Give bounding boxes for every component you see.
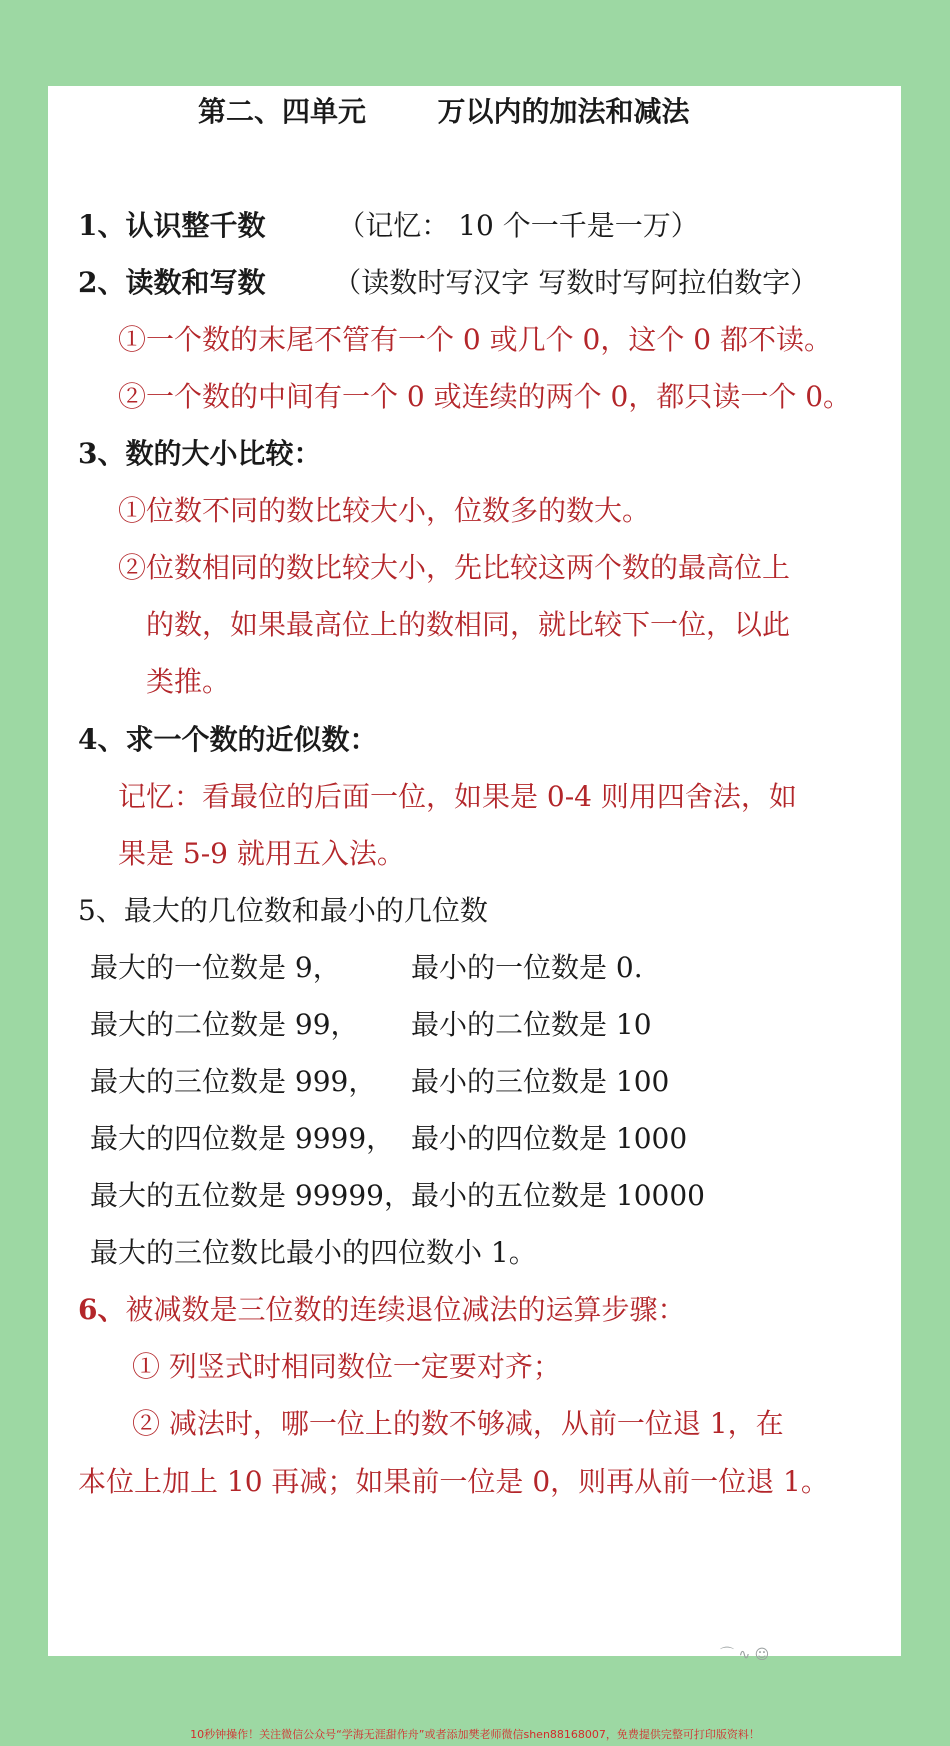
max-digit-row-5: 最大的五位数是 99999， (90, 1179, 412, 1212)
section-3-rule-2-line-2: 的数，如果最高位上的数相同，就比较下一位，以此 (146, 608, 791, 641)
section-3-rule-2-line-3: 类推。 (146, 665, 231, 698)
section-6-heading-text: 被减数是三位数的连续退位减法的运算步骤： (125, 1293, 686, 1326)
section-6-step-2-line-2: 本位上加上 10 再减；如果前一位是 0，则再从前一位退 1。 (78, 1465, 829, 1498)
section-2 (78, 263, 818, 303)
section-3-heading: 3、数的大小比较： (78, 437, 322, 470)
section-6-heading (78, 1290, 686, 1330)
min-digit-row-5: 最小的五位数是 10000 (411, 1179, 705, 1212)
max-digit-row-4: 最大的四位数是 9999， (90, 1122, 395, 1155)
max-digit-row-2: 最大的二位数是 99， (90, 1008, 359, 1041)
section-1 (78, 206, 699, 246)
section-3-rule-2-line-1: ②位数相同的数比较大小，先比较这两个数的最高位上 (118, 551, 791, 584)
document-page (48, 86, 901, 1656)
page-title (198, 92, 690, 132)
section-1-heading: 1、认识整千数 (78, 209, 266, 242)
section-4-line-1: 记忆：看最位的后面一位，如果是 0-4 则用四舍法，如 (118, 780, 797, 813)
min-digit-row-1: 最小的一位数是 0. (411, 951, 643, 984)
section-5-heading: 5、最大的几位数和最小的几位数 (78, 894, 488, 927)
footer-banner: 10秒钟操作！关注微信公众号“学海无涯甜作舟”或者添加樊老师微信shen88168007，免费提供完整可打印版资料！ (190, 1728, 760, 1741)
section-4-heading: 4、求一个数的近似数： (78, 723, 378, 756)
section-2-rule-2: ②一个数的中间有一个 0 或连续的两个 0，都只读一个 0。 (118, 380, 852, 413)
max-digit-row-1: 最大的一位数是 9， (90, 951, 341, 984)
title-unit: 第二、四单元 (198, 95, 367, 128)
section-1-note: （记忆： 10 个一千是一万） (337, 209, 699, 242)
min-digit-row-3: 最小的三位数是 100 (411, 1065, 670, 1098)
section-4-line-2: 果是 5-9 就用五入法。 (118, 837, 405, 870)
max-digit-row-3: 最大的三位数是 999， (90, 1065, 377, 1098)
section-6-step-2-line-1: ② 减法时，哪一位上的数不够减，从前一位退 1，在 (132, 1407, 784, 1440)
title-topic: 万以内的加法和减法 (437, 95, 690, 128)
section-6-number: 6、 (78, 1293, 126, 1326)
min-digit-row-2: 最小的二位数是 10 (411, 1008, 652, 1041)
section-2-heading: 2、读数和写数 (78, 266, 266, 299)
section-5-summary: 最大的三位数比最小的四位数小 1。 (90, 1236, 537, 1269)
watermark-logo: ⌒ ∿ ☺ (720, 1647, 770, 1663)
section-6-step-1: ① 列竖式时相同数位一定要对齐； (132, 1350, 561, 1383)
min-digit-row-4: 最小的四位数是 1000 (411, 1122, 688, 1155)
section-3-rule-1: ①位数不同的数比较大小，位数多的数大。 (118, 494, 651, 527)
section-2-rule-1: ①一个数的末尾不管有一个 0 或几个 0，这个 0 都不读。 (118, 323, 832, 356)
section-2-note: （读数时写汉字 写数时写阿拉伯数字） (333, 266, 819, 299)
